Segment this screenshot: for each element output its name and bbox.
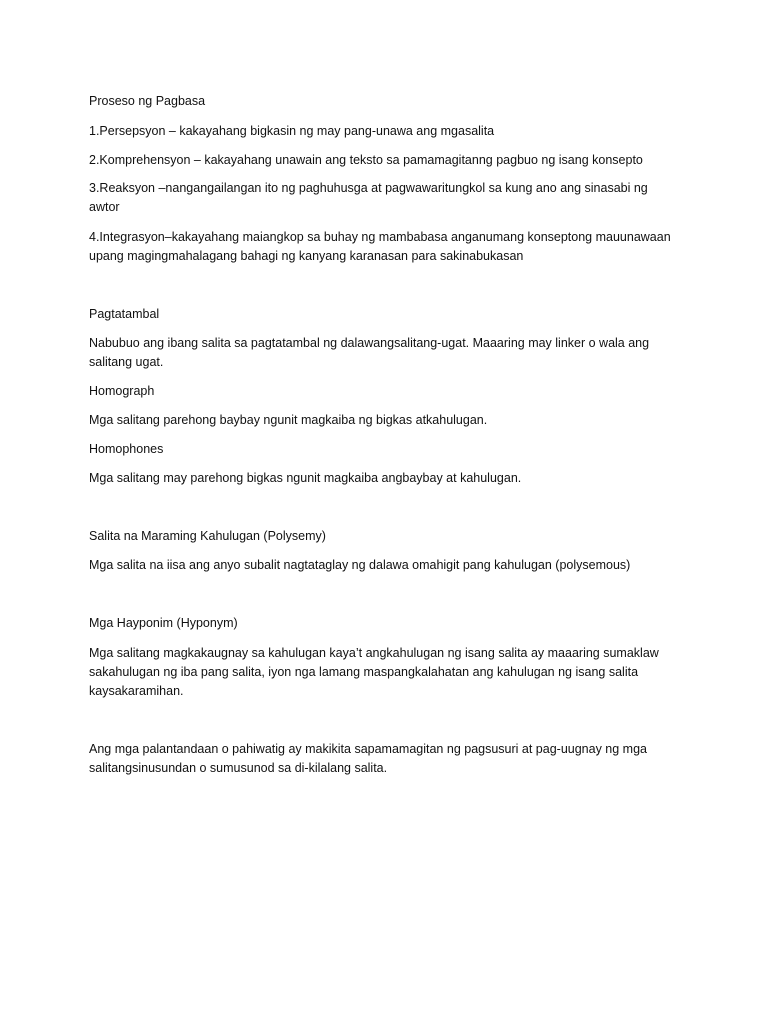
paragraph-polysemy: Mga salita na iisa ang anyo subalit nagtataglay ng dalawa omahigit pang kahulugan (polysemous) [89,558,631,572]
paragraph-palantandaan: Ang mga palantandaan o pahiwatig ay makikita sapamamagitan ng pagsusuri at pag-uugnay ng mga [89,742,648,756]
list-item-reaksyon-continued: awtor [89,200,120,214]
list-item-integrasyon-continued: upang magingmahalagang bahagi ng kanyang karanasan para sakinabukasan [89,249,524,263]
section-heading-proseso-ng-pagbasa: Proseso ng Pagbasa [89,94,206,108]
list-item-reaksyon: 3.Reaksyon –nangangailangan ito ng paghuhusga at pagwawaritungkol sa kung ano ang sinasabi ng [89,181,648,195]
paragraph-palantandaan-continued: salitangsinusundan o sumusunod sa di-kilalang salita. [89,761,388,775]
section-heading-homophones: Homophones [89,442,164,456]
paragraph-homophones: Mga salitang may parehong bigkas ngunit magkaiba angbaybay at kahulugan. [89,471,522,485]
paragraph-pagtatambal: Nabubuo ang ibang salita sa pagtatambal ng dalawangsalitang-ugat. Maaaring may linker o wala ang [89,336,650,350]
list-item-integrasyon: 4.Integrasyon–kakayahang maiangkop sa buhay ng mambabasa anganumang konseptong mauunawaan [89,230,671,244]
paragraph-homograph: Mga salitang parehong baybay ngunit magkaiba ng bigkas atkahulugan. [89,413,488,427]
paragraph-hyponym-continued: sakahulugan ng iba pang salita, iyon nga lamang maspangkalahatan ang kahulugan ng isang salita [89,665,639,679]
section-heading-pagtatambal: Pagtatambal [89,307,160,321]
section-heading-polysemy: Salita na Maraming Kahulugan (Polysemy) [89,529,326,543]
section-heading-homograph: Homograph [89,384,155,398]
paragraph-hyponym-end: kaysakaramihan. [89,684,184,698]
section-heading-hyponym: Mga Hayponim (Hyponym) [89,616,238,630]
list-item-persepsyon: 1.Persepsyon – kakayahang bigkasin ng may pang-unawa ang mgasalita [89,124,495,138]
paragraph-hyponym: Mga salitang magkakaugnay sa kahulugan kaya’t angkahulugan ng isang salita ay maaaring sumaklaw [89,646,659,660]
paragraph-pagtatambal-continued: salitang ugat. [89,355,164,369]
list-item-komprehensyon: 2.Komprehensyon – kakayahang unawain ang teksto sa pamamagitanng pagbuo ng isang konsepto [89,153,643,167]
